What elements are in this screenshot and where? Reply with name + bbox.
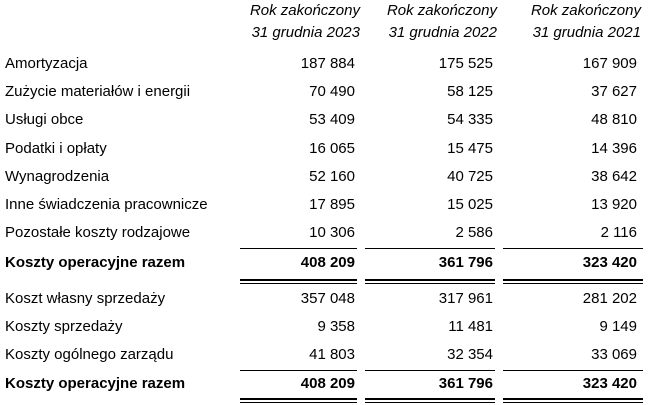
column-header-2023 [250,0,360,44]
value-2021: 13 920 [591,196,637,213]
value-2021: 38 642 [591,168,637,185]
value-2022: 40 725 [447,168,493,185]
total-rule-bottom [240,402,357,403]
table-row-zuzycie-materialow [0,80,649,104]
total-rule-bottom [503,398,643,400]
value-2023: 357 048 [300,290,355,307]
total-rule-top [365,370,495,371]
value-2023: 70 490 [309,83,355,100]
column-header-2023-line2: 31 grudnia 2023 [251,24,360,41]
total-rule-bottom [365,398,495,400]
column-header-2021-line1: Rok zakończony [530,2,641,19]
value-2023: 187 884 [300,55,355,72]
value-2022: 175 525 [438,55,493,72]
table-row-inne-swiadczenia [0,193,649,217]
total-rule-bottom [365,402,495,403]
value-2023: 16 065 [309,140,355,157]
value-2022: 54 335 [447,111,493,128]
table-row-koszty-zarzadu [0,343,649,367]
column-header-2021 [531,0,641,44]
row-label: Koszt własny sprzedaży [5,290,166,307]
total-rule-bottom [365,279,495,281]
value-2021: 48 810 [591,111,637,128]
total-rule-top [240,248,357,249]
total-label: Koszty operacyjne razem [5,254,186,271]
value-2023: 9 358 [317,318,355,335]
value-2021: 2 116 [600,224,637,241]
value-2023: 52 160 [309,168,355,185]
table-row-uslugi-obce [0,108,649,132]
total-label: Koszty operacyjne razem [5,375,186,392]
table-row-pozostale-koszty [0,221,649,245]
table-row-koszt-wlasny [0,287,649,311]
total-rule-bottom [365,283,495,284]
total-rule-top [503,248,643,249]
row-label: Koszty ogólnego zarządu [5,346,174,363]
table-row-podatki-i-oplaty [0,137,649,161]
table-row-wynagrodzenia [0,165,649,189]
total-value-2022: 361 796 [438,375,493,392]
total-rule-bottom [240,398,357,400]
value-2023: 53 409 [309,111,355,128]
total-rule-top [240,370,357,371]
total-value-2022: 361 796 [438,254,493,271]
value-2022: 2 586 [455,224,493,241]
row-label: Inne świadczenia pracownicze [5,196,208,213]
total-value-2021: 323 420 [582,254,637,271]
value-2021: 33 069 [591,346,637,363]
row-label: Usługi obce [5,111,84,128]
table-row-koszty-sprzedazy [0,315,649,339]
column-header-2021-line2: 31 grudnia 2021 [532,24,641,41]
value-2021: 9 149 [599,318,637,335]
row-label: Podatki i opłaty [5,140,107,157]
column-header-2022-line1: Rok zakończony [386,2,497,19]
total-value-2021: 323 420 [582,375,637,392]
total-rule-bottom [240,283,357,284]
value-2022: 58 125 [447,83,493,100]
value-2022: 32 354 [447,346,493,363]
row-label: Pozostałe koszty rodzajowe [5,224,191,241]
row-label: Zużycie materiałów i energii [5,83,191,100]
row-label: Wynagrodzenia [5,168,110,185]
value-2021: 14 396 [591,140,637,157]
value-2022: 317 961 [438,290,493,307]
table-row-amortyzacja [0,52,649,76]
column-header-2022-line2: 31 grudnia 2022 [388,24,497,41]
total-value-2023: 408 209 [300,254,355,271]
total-rule-top [503,370,643,371]
total-value-2023: 408 209 [300,375,355,392]
value-2023: 41 803 [309,346,355,363]
value-2021: 281 202 [582,290,637,307]
value-2022: 15 025 [447,196,493,213]
value-2023: 10 306 [309,224,355,241]
table-row-total [0,372,649,396]
row-label: Amortyzacja [5,55,88,72]
total-rule-bottom [240,279,357,281]
total-rule-top [365,248,495,249]
total-rule-bottom [503,279,643,281]
value-2022: 11 481 [448,318,493,335]
table-row-total [0,251,649,275]
value-2023: 17 895 [309,196,355,213]
column-header-2022 [387,0,497,44]
column-header-2023-line1: Rok zakończony [249,2,360,19]
value-2021: 37 627 [591,83,637,100]
value-2022: 15 475 [447,140,493,157]
total-rule-bottom [503,402,643,403]
row-label: Koszty sprzedaży [5,318,123,335]
total-rule-bottom [503,283,643,284]
value-2021: 167 909 [582,55,637,72]
